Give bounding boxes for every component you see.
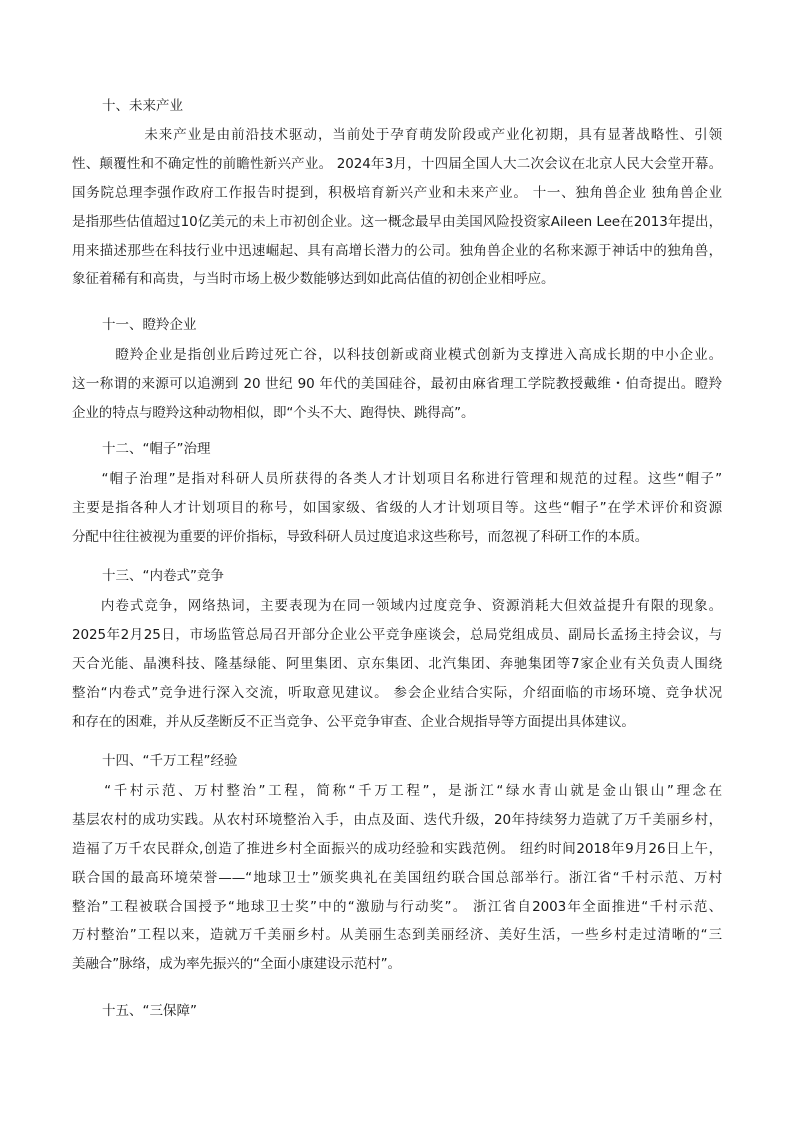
text-line: 瞪羚企业是指创业后跨过死亡谷，以科技创新或商业模式创新为支撑进入高成长期的中小企业。 — [72, 347, 722, 363]
text-line: 内卷式竞争，网络热词，主要表现为在同一领域内过度竞争、资源消耗大但效益提升有限的现象。 — [72, 598, 722, 614]
text-line: 2025年2月25日，市场监管总局召开部分企业公平竞争座谈会，总局党组成员、副局长孟扬主持会议，与 — [72, 626, 722, 643]
text-line: “千村示范、万村整治”工程，简称“千万工程”，是浙江“绿水青山就是金山银山”理念在 — [72, 783, 722, 799]
text-line: 美融合”脉络，成为率先振兴的“全面小康建设示范村”。 — [72, 956, 401, 973]
text-line: “帽子治理”是指对科研人员所获得的各类人才计划项目名称进行管理和规范的过程。这些“帽子” — [72, 471, 722, 487]
text-line: 整治“内卷式”竞争进行深入交流，听取意见建议。 参会企业结合实际，介绍面临的市场环境、竞争状况 — [72, 684, 722, 701]
text-line: 用来描述那些在科技行业中迅速崛起、具有高增长潜力的公司。独角兽企业的名称来源于神话中的独角兽， — [72, 242, 722, 259]
text-line: 万村整治”工程以来，造就万千美丽乡村。从美丽生态到美丽经济、美好生活，一些乡村走过清晰的“三 — [72, 927, 722, 944]
text-line: 是指那些估值超过10亿美元的未上市初创企业。这一概念最早由美国风险投资家Aileen Lee在2013年提出， — [72, 213, 722, 230]
text-line: 象征着稀有和高贵，与当时市场上极少数能够达到如此高估值的初创企业相呼应。 — [72, 271, 555, 288]
text-line: 和存在的困难，并从反垄断反不正当竞争、公平竞争审查、企业合规指导等方面提出具体建议。 — [72, 713, 635, 730]
paragraph-involution-competition — [72, 598, 722, 742]
section-heading-involution-competition: 十三、“内卷式”竞争 — [102, 568, 224, 584]
text-line: 分配中往往被视为重要的评价指标，导致科研人员过度追求这些称号，而忽视了科研工作的本质。 — [72, 528, 649, 545]
section-heading-thousand-village-project: 十四、“千万工程”经验 — [102, 753, 238, 769]
text-line: 造福了万千农民群众,创造了推进乡村全面振兴的成功经验和实践范例。 纽约时间2018年9月26日上午， — [72, 840, 722, 857]
text-line: 国务院总理李强作政府工作报告时提到，积极培育新兴产业和未来产业。 十一、独角兽企业 独角兽企业 — [72, 184, 722, 201]
text-line: 整治”工程被联合国授予“地球卫士奖”中的“激励与行动奖”。 浙江省自2003年全面推进“千村示范、 — [72, 898, 722, 915]
paragraph-thousand-village-project — [72, 783, 722, 985]
paragraph-hat-governance — [72, 471, 722, 558]
text-line: 联合国的最高环境荣誉——“地球卫士”颁奖典礼在美国纽约联合国总部举行。浙江省“千村示范、万村 — [72, 869, 722, 886]
text-line: 基层农村的成功实践。从农村环境整治入手，由点及面、迭代升级，20年持续努力造就了万千美丽乡村， — [72, 811, 722, 828]
paragraph-gazelle-enterprise — [72, 347, 722, 434]
text-line: 这一称谓的来源可以追溯到 20 世纪 90 年代的美国硅谷，最初由麻省理工学院教授戴维・伯奇提出。瞪羚 — [72, 375, 722, 392]
text-line: 天合光能、晶澳科技、隆基绿能、阿里集团、京东集团、北汽集团、奔驰集团等7家企业有关负责人围绕 — [72, 655, 722, 672]
section-heading-future-industry: 十、未来产业 — [102, 98, 183, 114]
text-line: 企业的特点与瞪羚这种动物相似，即“个头不大、跑得快、跳得高”。 — [72, 404, 475, 421]
section-heading-gazelle-enterprise: 十一、瞪羚企业 — [102, 317, 197, 333]
text-line: 未来产业是由前沿技术驱动，当前处于孕育萌发阶段或产业化初期，具有显著战略性、引领 — [72, 127, 722, 143]
text-line: 性、颠覆性和不确定性的前瞻性新兴产业。 2024年3月，十四届全国人大二次会议在北京人民大会堂开幕。 — [72, 155, 722, 172]
section-heading-hat-governance: 十二、“帽子”治理 — [102, 441, 211, 457]
section-heading-three-guarantees: 十五、“三保障” — [102, 1003, 197, 1019]
paragraph-future-industry — [72, 127, 722, 300]
text-line: 主要是指各种人才计划项目的称号，如国家级、省级的人才计划项目等。这些“帽子”在学术评价和资源 — [72, 499, 722, 516]
